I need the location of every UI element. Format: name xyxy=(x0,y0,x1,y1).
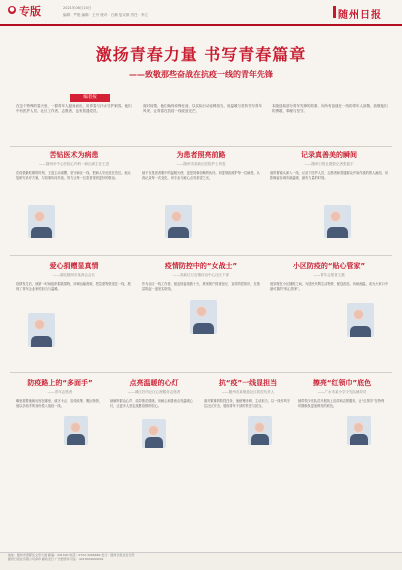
section-5 xyxy=(142,261,260,291)
intro-right xyxy=(272,104,390,142)
footer xyxy=(0,552,402,570)
brand-accent xyxy=(333,6,336,18)
section-4-text: 疫情发生后，他第一时间组织捐款捐物，协调运输资源，把急需物资送往一线，展现了青年企业家的担当与温暖。 xyxy=(16,282,131,291)
section-9-title: 抗“疫”一线显担当 xyxy=(218,379,278,387)
portrait-7 xyxy=(64,416,88,445)
section-7-title: 防疫路上的“多面手” xyxy=(27,379,93,387)
portrait-9 xyxy=(248,416,272,445)
section-4-title: 爱心捐赠显真情 xyxy=(49,262,99,270)
top-divider xyxy=(10,146,392,147)
section-6-text: 他穿梭在小区楼栋之间，为居民代购生活物资、配送药品、协助测温，成为大家口中最可靠的“贴心管家”。 xyxy=(270,282,388,291)
section-5-text: 作为社区一线工作者，她连续奋战数十天，挨家挨户排查登记、宣传防控知识，在基层筑起一道坚实防线。 xyxy=(142,282,260,291)
section-8 xyxy=(110,378,198,408)
section-2-text: 她不仅是患者眼中的温暖天使，更是同事信赖的伙伴。刘雯细致照护每一位病患，认真记录每一次变化，用专业与耐心点亮希望之光。 xyxy=(142,171,260,180)
section-9-subtitle: ——随州市某街道社区防控负责人 xyxy=(221,390,275,394)
section-name: 专版 xyxy=(19,5,41,18)
section-8-text: 她倾听群众心声、疏导焦虑情绪，用耐心和善意点亮温暖心灯，让更多人坚定战胜疫情的信心。 xyxy=(110,399,193,408)
portrait-5 xyxy=(347,303,374,337)
section-badge: ● xyxy=(9,6,15,13)
intro-right-text: 本版选取部分青年先锋的故事，向所有奋战在一线的青年人致敬，致敬他们的勇敢、奉献与坚守。 xyxy=(272,104,388,113)
intro-left-text: 在这个特殊的春天里，一群青年人挺身而出，用青春与汗水守护家园。他们中有医护人员、社区工作者、志愿者，也有普通党员。 xyxy=(16,104,132,113)
headline: 激扬青春力量 书写青春篇章 xyxy=(95,45,307,64)
date-line: 2021年06月10日 xyxy=(63,6,92,10)
footer-line-2: 随州日报社有限公司承印 邮政发行 广告经营许可证：4213004000001 xyxy=(8,557,104,561)
section-8-subtitle: ——城区妇幼社区心理服务志愿者 xyxy=(127,390,181,394)
section-4 xyxy=(16,261,132,291)
section-7-text: 哪里需要他就出现在哪里，值守卡点、宣传政策、搬运物资，他以多面手的身份投入战疫一线。 xyxy=(16,399,103,408)
section-7 xyxy=(16,378,104,408)
staff-line: 编辑：严艳 编辑：王丹 校对：石楠 复议制 责任：李立 xyxy=(63,13,148,17)
intro-left xyxy=(16,104,134,142)
section-10-text: 她带领少先队员开展线上宣讲和志愿服务，让“红领巾”在特殊时期焕发更加鲜亮的底色。 xyxy=(298,399,385,408)
intro-middle-text: 面对疫情，他们始终冲锋在前，以实际行动诠释担当，用温暖与坚持书写青年风采，让青春在抗疫一线绽放光芒。 xyxy=(143,104,262,113)
lower-divider xyxy=(10,372,392,373)
section-6 xyxy=(270,261,388,291)
masthead xyxy=(0,0,402,40)
section-1-subtitle: ——随州市中心医院心内科一病区副主任王进 xyxy=(39,162,109,166)
section-1-text: 在疫情最吃紧的时刻，王进主动请缨，坚守病区一线，把病人安危放在首位。他反复研究诊疗方案，与同事协同作战，努力让每一位患者得到更好的救治。 xyxy=(16,171,131,180)
hero-heading xyxy=(0,42,402,80)
section-9-text: 面对繁重的防控任务，他统筹协调、主动担当，以一线作风守住社区安全，展现青年干部的责任与担当。 xyxy=(204,399,291,408)
section-7-subtitle: ——青年志愿者 xyxy=(47,390,73,394)
section-6-title: 小区防疫的“贴心管家” xyxy=(292,262,366,270)
section-5-title: 疫情防控中的“女战士” xyxy=(164,262,238,270)
section-8-title: 点亮温暖的心灯 xyxy=(129,379,179,387)
section-5-subtitle: ——高新区万店镇综治中心社区干部 xyxy=(173,273,229,277)
section-2-title: 为患者照亮前路 xyxy=(176,151,226,159)
portrait-2 xyxy=(165,205,192,238)
section-3-subtitle: ——随州日报社摄影记者张振宇 xyxy=(304,162,354,166)
section-1-title: 苦钻医术为病患 xyxy=(49,151,99,159)
section-1 xyxy=(16,150,132,180)
section-10 xyxy=(298,378,386,408)
section-6-subtitle: ——青年志愿者王磊 xyxy=(313,273,345,277)
portrait-8 xyxy=(142,419,166,448)
portrait-3 xyxy=(324,205,351,238)
section-9 xyxy=(204,378,292,408)
section-2 xyxy=(142,150,260,180)
portrait-6 xyxy=(28,313,55,347)
newspaper-brand: 随州日报 xyxy=(338,10,382,21)
footer-line-1: 地址：随州市曾都区文帝大道 邮编：441300 电话：0722-3266666 发行：随州日报社发行部 xyxy=(8,553,135,557)
section-10-title: 擦亮“红领巾”底色 xyxy=(312,379,372,387)
subheadline: ——致敬那些奋战在抗疫一线的青年先锋 xyxy=(129,70,273,79)
header-rule xyxy=(0,24,402,26)
portrait-4 xyxy=(190,300,217,334)
section-3-title: 记录真善美的瞬间 xyxy=(301,151,357,159)
section-3 xyxy=(270,150,388,180)
middle-divider xyxy=(10,255,392,256)
intro-middle xyxy=(143,104,263,142)
portrait-1 xyxy=(28,205,55,238)
editor-label: 编者按 xyxy=(70,94,110,102)
section-2-subtitle: ——随州市高新区医院护士刘雯 xyxy=(176,162,226,166)
portrait-10 xyxy=(347,416,371,445)
section-10-subtitle: ——广水市某小学少先队辅导员 xyxy=(317,390,367,394)
section-3-text: 他带着镜头深入一线，记录下医护人员、志愿者和普通群众并肩作战的感人画面，用影像留存城市最温暖、最有力量的时刻。 xyxy=(270,171,388,180)
section-4-subtitle: ——湖北随州市某商会会长 xyxy=(53,273,95,277)
